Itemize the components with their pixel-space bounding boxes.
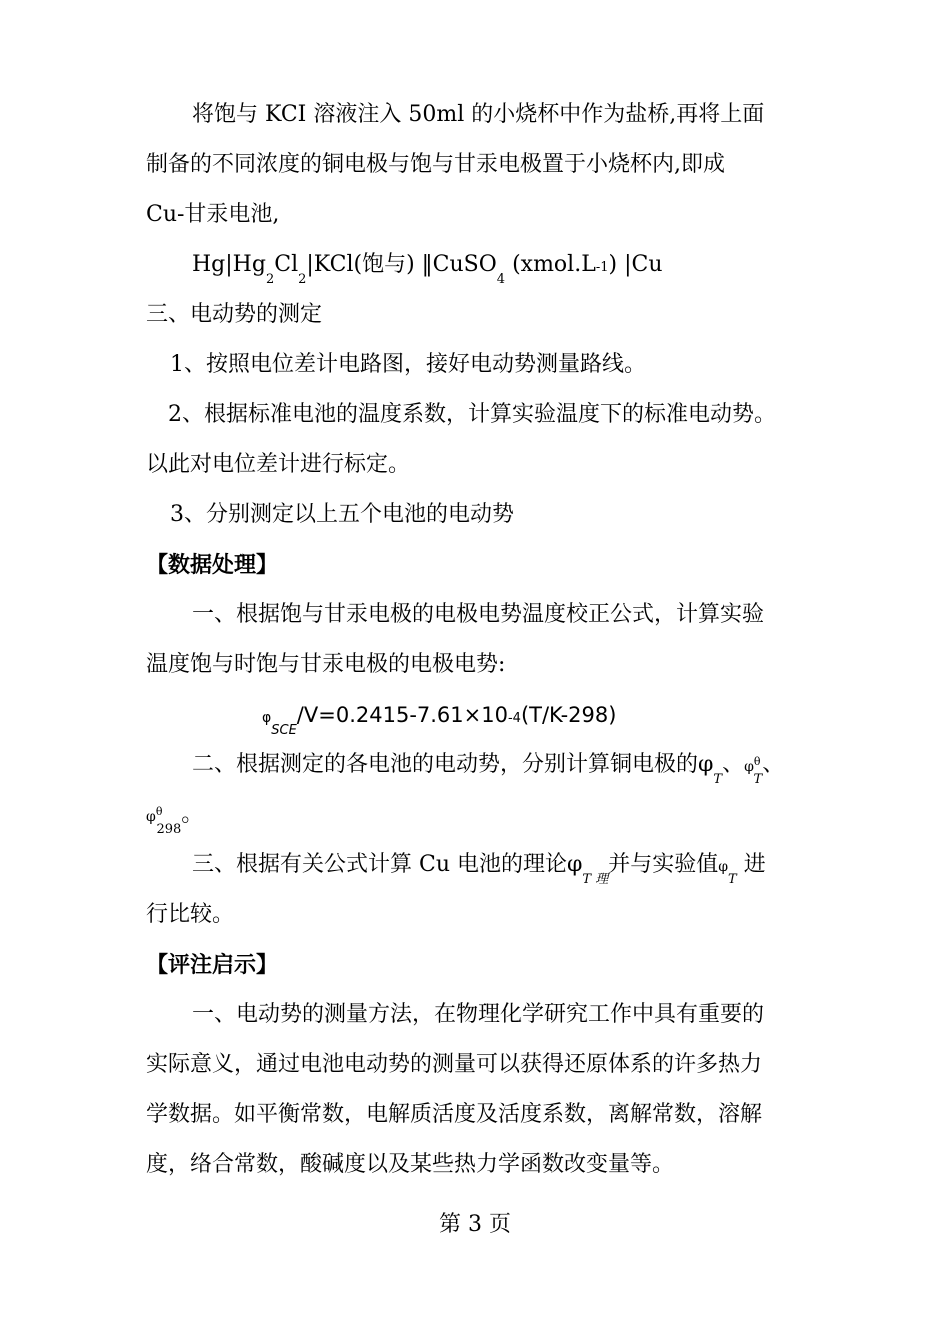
cell-notation: $Hg|Hg_2Cl_2|KCl$(饱与) ‖CuSO$_4$ (xmol.L-1) |Cu — [192, 252, 663, 287]
section-heading: 三、电动势的测定 — [146, 302, 323, 327]
sce-formula: $\varphi_{SCE}/V=0.2415-7.61\times 10-4(T/K-298)$ — [262, 703, 617, 738]
step-item: 2、根据标准电池的温度系数，计算实验温度下的标准电动势。 — [168, 402, 776, 427]
paragraph-line: 度，络合常数，酸碱度以及某些热力学函数改变量等。 — [146, 1152, 675, 1177]
section-heading: 【评注启示】 — [146, 952, 279, 978]
paragraph-line: 二、根据测定的各电池的电动势，分别计算铜电极的$\varphi_T$、$\varphi^\theta_T$、 — [192, 752, 785, 787]
paragraph-line: 温度饱与时饱与甘汞电极的电极电势: — [146, 652, 506, 677]
paragraph-line: 行比较。 — [146, 902, 235, 927]
step-item-continued: 以此对电位差计进行标定。 — [146, 452, 411, 477]
paragraph-line: 一、根据饱与甘汞电极的电极电势温度校正公式，计算实验 — [192, 602, 765, 627]
paragraph-line: Cu-甘汞电池, — [146, 202, 280, 227]
paragraph-line: 学数据。如平衡常数，电解质活度及活度系数，离解常数，溶解 — [146, 1102, 763, 1127]
paragraph-line: 三、根据有关公式计算 Cu 电池的理论$\varphi_{T 理}$并与实验值$\varphi_T$ 进 — [192, 852, 766, 887]
step-item: 1、按照电位差计电路图，接好电动势测量路线。 — [170, 352, 646, 377]
paragraph-line: 制备的不同浓度的铜电极与饱与甘汞电极置于小烧杯内,即成 — [146, 152, 725, 177]
paragraph-line: 将饱与 KCI 溶液注入 50ml 的小烧杯中作为盐桥,再将上面 — [192, 102, 765, 127]
paragraph-line: $\varphi^\theta_{298}$。 — [146, 802, 204, 837]
step-item: 3、分别测定以上五个电池的电动势 — [170, 502, 514, 527]
page-number: 第 3 页 — [439, 1212, 511, 1237]
section-heading: 【数据处理】 — [146, 552, 279, 578]
paragraph-line: 实际意义，通过电池电动势的测量可以获得还原体系的许多热力 — [146, 1052, 763, 1077]
paragraph-line: 一、电动势的测量方法，在物理化学研究工作中具有重要的 — [192, 1002, 765, 1027]
